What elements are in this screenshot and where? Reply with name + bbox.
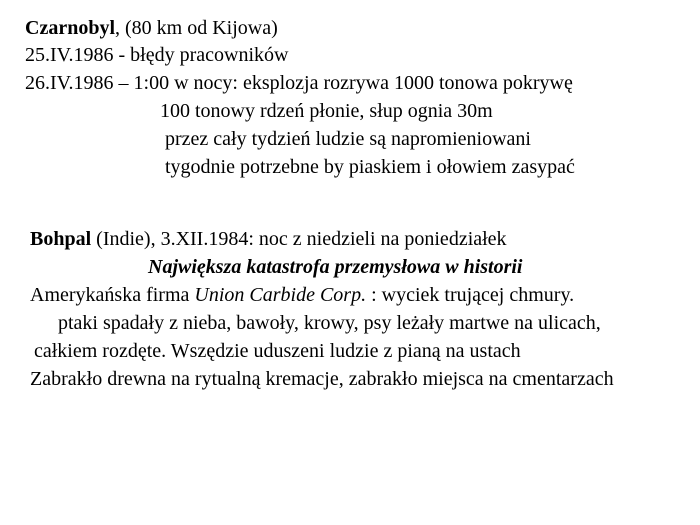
bhopal-company-prefix: Amerykańska firma	[30, 284, 195, 306]
chernobyl-heading-line	[25, 17, 278, 40]
bhopal-cremation-line: Zabrakło drewna na rytualną kremacje, zabrakło miejsca na cmentarzach	[30, 368, 614, 390]
bhopal-heading-line	[30, 228, 507, 251]
bhopal-subtitle: Największa katastrofa przemysłowa w historii	[148, 256, 523, 278]
chernobyl-core-line: 100 tonowy rdzeń płonie, słup ognia 30m	[160, 100, 493, 122]
bhopal-title: Bohpal	[30, 228, 92, 250]
chernobyl-radiation-line: przez cały tydzień ludzie są napromieniowani	[165, 128, 531, 150]
chernobyl-explosion-line: 26.IV.1986 – 1:00 w nocy: eksplozja rozrywa 1000 tonowa pokrywę	[25, 72, 573, 94]
chernobyl-date-line: 25.IV.1986 - błędy pracowników	[25, 44, 289, 66]
bhopal-people-line: całkiem rozdęte. Wszędzie uduszeni ludzie z pianą na ustach	[34, 340, 521, 362]
bhopal-company-line	[30, 284, 574, 307]
chernobyl-title: Czarnobyl	[25, 17, 115, 39]
chernobyl-cover-line: tygodnie potrzebne by piaskiem i ołowiem zasypać	[165, 156, 575, 178]
bhopal-company-name: Union Carbide Corp.	[194, 284, 367, 306]
bhopal-company-suffix: : wyciek trującej chmury.	[366, 284, 575, 306]
chernobyl-location: , (80 km od Kijowa)	[115, 17, 278, 39]
bhopal-animals-line: ptaki spadały z nieba, bawoły, krowy, psy leżały martwe na ulicach,	[58, 312, 601, 334]
bhopal-date: (Indie), 3.XII.1984: noc z niedzieli na poniedziałek	[91, 228, 507, 250]
